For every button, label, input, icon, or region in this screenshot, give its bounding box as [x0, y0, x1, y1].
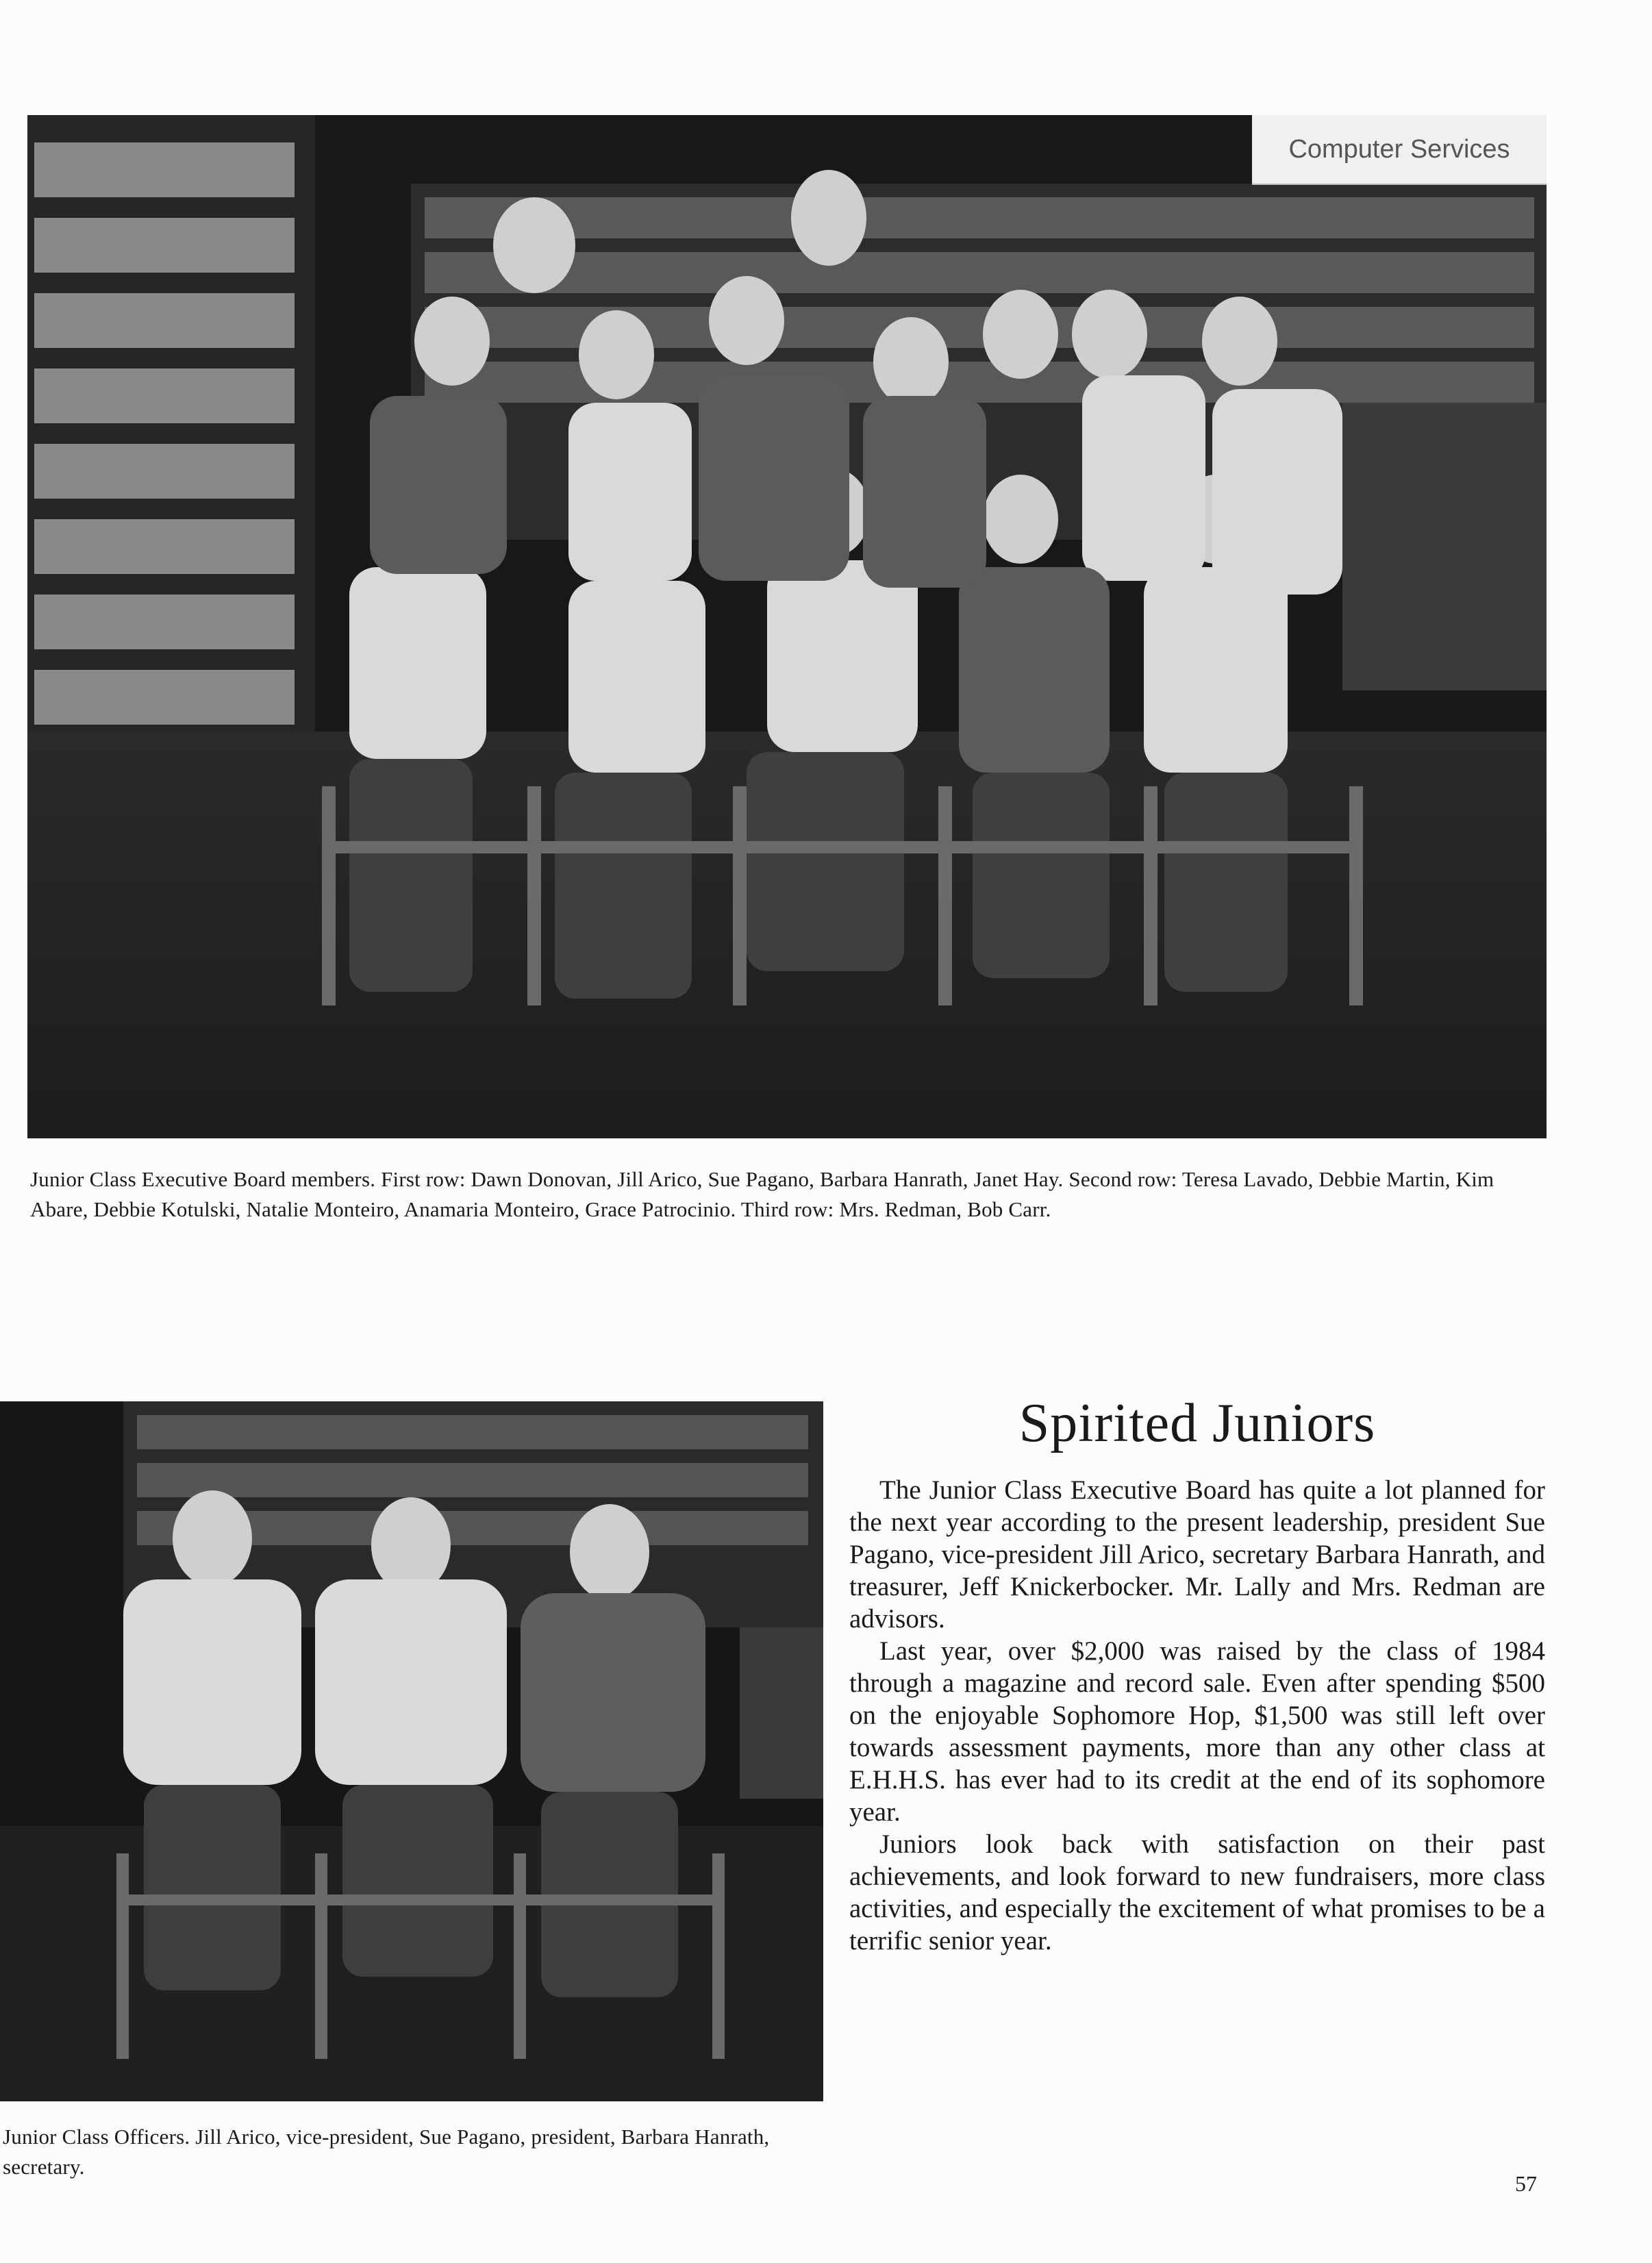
- class-officers-photo: [0, 1401, 823, 2101]
- executive-board-caption: Junior Class Executive Board members. First row: Dawn Donovan, Jill Arico, Sue Pagano, Barbara Hanrath, Janet Hay. Second row: Teresa Lavado, Debbie Martin, Kim Abare, Debbie Kotulski, Natalie Monteiro, Anamaria Monteiro, Grace Patrocinio. Third row: Mrs. Redman, Bob Carr.: [30, 1167, 1494, 1221]
- class-officers-caption: Junior Class Officers. Jill Arico, vice-president, Sue Pagano, president, Barbara Hanrath, secretary.: [3, 2125, 770, 2179]
- article-paragraph: Last year, over $2,000 was raised by the class of 1984 through a magazine and record sale. Even after spending $500 on the enjoyable Sophomore Hop, $1,500 was still left over towards assessment payments, more than any other class at E.H.H.S. has ever had to its credit at the end of its sophomore year.: [849, 1636, 1545, 1827]
- article-paragraph: The Junior Class Executive Board has quite a lot planned for the next year according to the present leadership, president Sue Pagano, vice-president Jill Arico, secretary Barbara Hanrath, and treasurer, Jeff Knickerbocker. Mr. Lally and Mrs. Redman are advisors.: [849, 1475, 1545, 1634]
- executive-board-photo-image: [27, 115, 1547, 1138]
- class-officers-photo-image: [0, 1401, 823, 2101]
- executive-board-photo: [27, 115, 1547, 1138]
- article-title: Spirited Juniors: [1018, 1393, 1376, 1453]
- page-number: 57: [1515, 2171, 1537, 2196]
- article-paragraph: Juniors look back with satisfaction on their past achievements, and look forward to new fundraisers, more class activities, and especially the excitement of what promises to be a terrific senior year.: [849, 1829, 1545, 1955]
- computer-services-sign: Computer Services: [1252, 115, 1547, 185]
- article: [849, 1390, 1545, 1957]
